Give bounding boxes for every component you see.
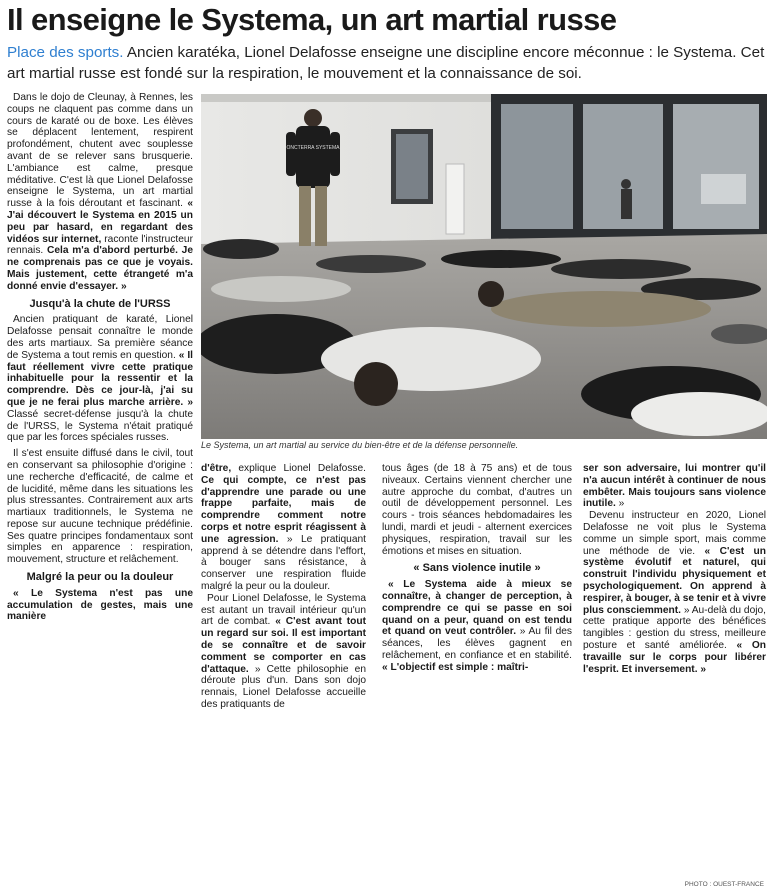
text: Devenu instructeur en 2020, Lionel Delafosse ne voit plus le Systema comme un simple sport, mais comme une méthode de vie. xyxy=(583,510,766,557)
headline: Il enseigne le Systema, un art martial russe xyxy=(7,2,617,37)
text: » Au-delà du dojo, cette pratique apporte des bénéfices tangibles : gestion du stress, meilleure posture et santé améliorée. xyxy=(583,604,766,651)
paragraph xyxy=(201,593,366,711)
paragraph xyxy=(7,314,193,444)
quote-text: d'être, xyxy=(201,463,232,474)
dojo-photo-illustration xyxy=(201,94,767,439)
subheading-2: Malgré la peur ou la douleur xyxy=(26,571,174,584)
paragraph: tous âges (de 18 à 75 ans) et de tous niveaux. Certains viennent chercher une autre approche du combat, d'autres un outil de développement personnel. Les cours - trois séances hebdomadaires les lundi, mardi et jeudi - alternent exercices physiques, respiration, travail sur les émotions et mises en situation. xyxy=(382,463,572,557)
quote-text: « On travaille sur le corps pour libérer l'esprit. Et inversement. » xyxy=(583,639,766,675)
lead-paragraph xyxy=(7,42,767,84)
article-column-3 xyxy=(382,463,572,674)
quote-text: « L'objectif est simple : maîtri- xyxy=(382,661,529,673)
quote-text: Ce qui compte, ce n'est pas d'apprendre une parade ou une frappe parfaite, mais de comprendre comment notre corps et notre esprit réagissent à une agression. xyxy=(201,474,366,545)
text: raconte l'instructeur rennais. xyxy=(7,233,193,257)
caption-text: Le Systema, un art martial au service du bien-être et de la défense personnelle. xyxy=(201,440,519,450)
subheading-3: « Sans violence inutile » xyxy=(413,562,541,575)
article-column-4 xyxy=(583,463,766,675)
quote-text: « Il faut réellement vivre cette pratique inhabituelle pour la ressentir et la comprendre. Dès ce jour-là, j'ai su que je ne ferai plus marche arrière. » xyxy=(7,349,193,408)
paragraph: Il s'est ensuite diffusé dans le civil, tout en conservant sa philosophie d'origine : une recherche d'efficacité, de calme et de lucidité, même dans les situations les plus stressantes. Contrairement aux arts martiaux traditionnels, le Systema ne repose sur aucune technique prédéfinie. Ses quatre principes fondamentaux sont simples en apparence : respiration, mouvement, structure et relâchement. xyxy=(7,448,193,566)
text: Classé secret-défense jusqu'à la chute de l'URSS, le Systema n'était pratiqué que par les forces spéciales russes. xyxy=(7,408,193,444)
shirt-logo-text: ONCTERRA SYSTEMA xyxy=(286,145,340,151)
paragraph xyxy=(583,510,766,675)
text: » xyxy=(615,498,625,510)
paragraph: « Le Systema n'est pas une accumulation de gestes, mais une manière xyxy=(7,587,193,623)
lead-text: Ancien karatéka, Lionel Delafosse enseigne une discipline encore méconnue : le Systema. Cet art martial russe est fondé sur la respiration, le mouvement et la connaissance de soi. xyxy=(7,44,765,82)
text: Ancien pratiquant de karaté, Lionel Delafosse pensait connaître le monde des arts martiaux. Sa première séance de Systema a tout remis en question. xyxy=(7,314,193,361)
quote-text: « Le Systema aide à mieux se connaître, à changer de perception, à comprendre ce qui se passe en soi quand on a peur, quand on est tendu et quand on veut contrôler. xyxy=(382,579,572,638)
quote-text: Cela m'a d'abord perturbé. Je ne comprenais pas ce que je voyais. Mais justement, cette étrangeté m'a donné envie d'essayer. » xyxy=(7,245,194,292)
paragraph xyxy=(7,92,193,293)
paragraph xyxy=(382,579,572,673)
text: Pour Lionel Delafosse, le Systema est autant un travail intérieur qu'un art de combat. xyxy=(201,592,366,628)
quote-text: « C'est avant tout un regard sur soi. Il est important de se connaître et de savoir comment se comporter en cas d'attaque. xyxy=(201,616,366,675)
subheading-1: Jusqu'à la chute de l'URSS xyxy=(29,297,171,310)
article-photo xyxy=(201,94,767,439)
photo-credit: PHOTO : OUEST-FRANCE xyxy=(684,881,764,888)
quote-text: « C'est un système évolutif et naturel, qui construit l'individu physiquement et psychologiquement. On apprend à respirer, à bouger, à se tenir et à vivre plus consciemment. xyxy=(583,545,766,616)
text: » Cette philosophie en déroute plus d'un. Dans son dojo rennais, Lionel Delafosse accueille des pratiquants de xyxy=(201,663,366,710)
paragraph xyxy=(201,463,366,593)
article-column-2 xyxy=(201,463,366,711)
text: » Au fil des séances, les élèves gagnent en relâchement, en confiance et en stabilité. xyxy=(382,626,572,661)
lead-kicker: Place des sports. xyxy=(7,44,124,61)
paragraph xyxy=(583,463,766,510)
text: explique Lionel Delafosse. xyxy=(231,463,366,474)
text: » Le pratiquant apprend à se détendre dans l'effort, à bouger sans résistance, à conserver une respiration fluide malgré la peur ou la douleur. xyxy=(201,533,366,592)
quote-text: « J'ai découvert le Systema en 2015 un peu par hasard, en regardant des vidéos sur internet, xyxy=(7,198,193,245)
article-column-1 xyxy=(7,92,193,623)
text: Dans le dojo de Cleunay, à Rennes, les coups ne claquent pas comme dans un cours de karaté ou de boxe. Les élèves se déplacent lentement, respirent profondément, chutent avec souplesse avant de se relever sans brusquerie. L'ambiance est calme, presque méditative. C'est là que Lionel Delafosse enseigne le Systema, un art martial russe à la fois déroutant et fascinant. xyxy=(7,92,193,210)
quote-text: ser son adversaire, lui montrer qu'il n'a aucun intérêt à continuer de nous embêter. Mais toujours sans violence inutile. xyxy=(583,463,766,510)
